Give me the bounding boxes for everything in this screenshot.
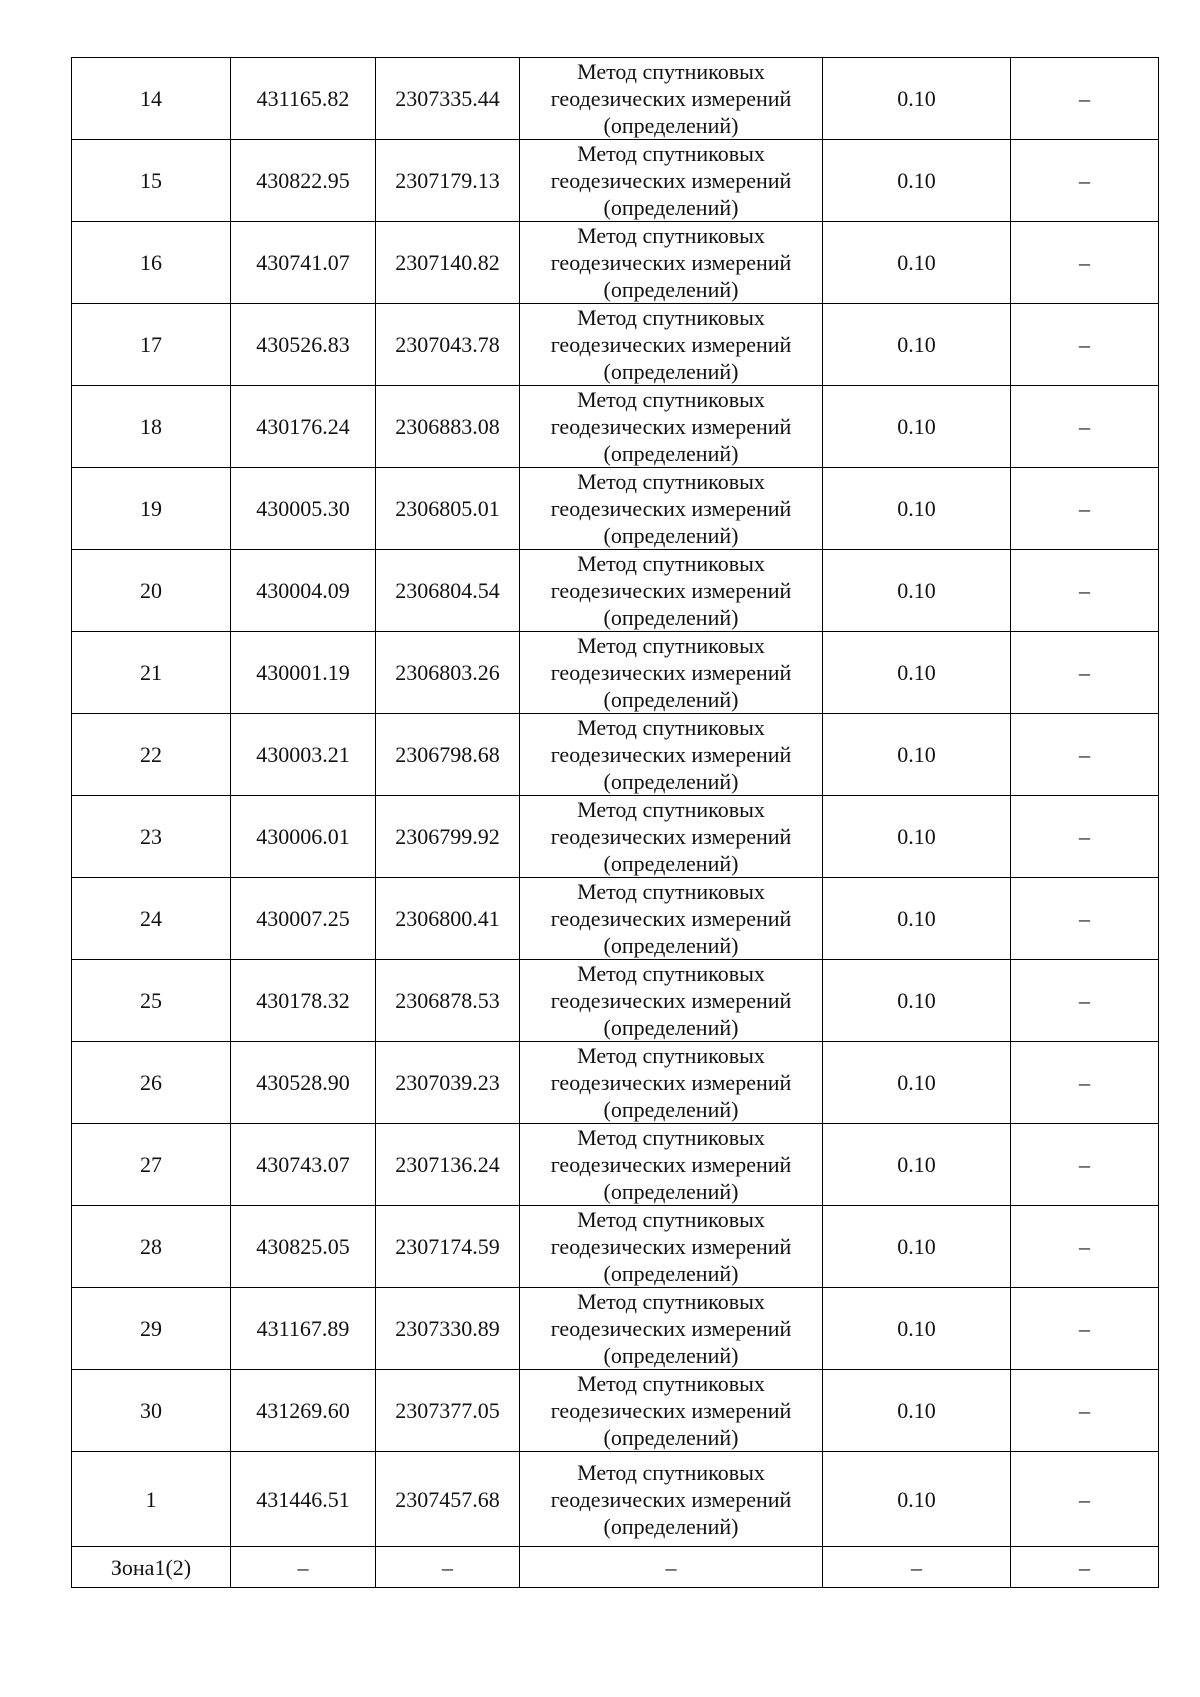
point-number-cell: 30 bbox=[72, 1370, 231, 1452]
method-text-line: геодезических измерений bbox=[550, 824, 792, 849]
method-text-line: геодезических измерений bbox=[550, 1486, 792, 1512]
accuracy-cell: 0.10 bbox=[823, 58, 1011, 140]
method-text-line: Метод спутниковых bbox=[577, 1125, 765, 1150]
method-cell bbox=[520, 468, 823, 550]
x-coordinate-cell: 430528.90 bbox=[231, 1042, 376, 1124]
y-coordinate-cell: 2306805.01 bbox=[376, 468, 520, 550]
table-summary-row bbox=[72, 1547, 1159, 1588]
x-coordinate-cell: 430743.07 bbox=[231, 1124, 376, 1206]
note-cell: – bbox=[1011, 1206, 1159, 1288]
method-text-line: (определений) bbox=[603, 359, 739, 384]
method-cell bbox=[520, 796, 823, 878]
point-number-cell: 26 bbox=[72, 1042, 231, 1124]
y-coordinate-cell: 2306803.26 bbox=[376, 632, 520, 714]
coordinates-table-body bbox=[72, 58, 1159, 1588]
accuracy-cell: 0.10 bbox=[823, 1206, 1011, 1288]
note-cell: – bbox=[1011, 550, 1159, 632]
x-coordinate-cell: 431167.89 bbox=[231, 1288, 376, 1370]
x-coordinate-cell: 431165.82 bbox=[231, 58, 376, 140]
method-text-line: (определений) bbox=[603, 769, 739, 794]
y-coordinate-cell: 2306804.54 bbox=[376, 550, 520, 632]
x-coordinate-cell: 430005.30 bbox=[231, 468, 376, 550]
method-text-line: (определений) bbox=[603, 1179, 739, 1204]
table-row bbox=[72, 222, 1159, 304]
method-cell bbox=[520, 550, 823, 632]
accuracy-cell: 0.10 bbox=[823, 1452, 1011, 1547]
method-text-line: (определений) bbox=[603, 687, 739, 712]
table-row bbox=[72, 796, 1159, 878]
table-row bbox=[72, 632, 1159, 714]
x-coordinate-cell: 431269.60 bbox=[231, 1370, 376, 1452]
method-text-line: геодезических измерений bbox=[550, 332, 792, 357]
method-text-line: геодезических измерений bbox=[550, 1316, 792, 1341]
point-number-cell: 24 bbox=[72, 878, 231, 960]
note-cell: – bbox=[1011, 304, 1159, 386]
point-number-cell: 28 bbox=[72, 1206, 231, 1288]
point-number-cell: 23 bbox=[72, 796, 231, 878]
table-row bbox=[72, 1288, 1159, 1370]
summary-x-cell: – bbox=[231, 1547, 376, 1588]
accuracy-cell: 0.10 bbox=[823, 550, 1011, 632]
method-text-line: Метод спутниковых bbox=[577, 551, 765, 576]
method-text-line: геодезических измерений bbox=[550, 1152, 792, 1177]
table-row bbox=[72, 1042, 1159, 1124]
method-text-line: (определений) bbox=[603, 1343, 739, 1368]
method-text-line: (определений) bbox=[603, 851, 739, 876]
accuracy-cell: 0.10 bbox=[823, 796, 1011, 878]
method-text-line: Метод спутниковых bbox=[577, 1043, 765, 1068]
accuracy-cell: 0.10 bbox=[823, 960, 1011, 1042]
method-text-line: Метод спутниковых bbox=[577, 387, 765, 412]
accuracy-cell: 0.10 bbox=[823, 1288, 1011, 1370]
method-text-line: геодезических измерений bbox=[550, 660, 792, 685]
accuracy-cell: 0.10 bbox=[823, 714, 1011, 796]
method-text-line: геодезических измерений bbox=[550, 1070, 792, 1095]
point-number-cell: 29 bbox=[72, 1288, 231, 1370]
point-number-cell: 15 bbox=[72, 140, 231, 222]
note-cell: – bbox=[1011, 1124, 1159, 1206]
point-number-cell: 1 bbox=[72, 1452, 231, 1547]
method-text-line: Метод спутниковых bbox=[577, 797, 765, 822]
y-coordinate-cell: 2307140.82 bbox=[376, 222, 520, 304]
method-cell bbox=[520, 1124, 823, 1206]
method-cell bbox=[520, 304, 823, 386]
x-coordinate-cell: 430825.05 bbox=[231, 1206, 376, 1288]
table-row bbox=[72, 878, 1159, 960]
method-text-line: (определений) bbox=[603, 195, 739, 220]
note-cell: – bbox=[1011, 960, 1159, 1042]
method-cell bbox=[520, 140, 823, 222]
point-number-cell: 22 bbox=[72, 714, 231, 796]
table-row bbox=[72, 140, 1159, 222]
accuracy-cell: 0.10 bbox=[823, 632, 1011, 714]
accuracy-cell: 0.10 bbox=[823, 140, 1011, 222]
method-text-line: Метод спутниковых bbox=[577, 305, 765, 330]
method-text-line: геодезических измерений bbox=[550, 988, 792, 1013]
method-cell bbox=[520, 632, 823, 714]
point-number-cell: 14 bbox=[72, 58, 231, 140]
table-row bbox=[72, 304, 1159, 386]
accuracy-cell: 0.10 bbox=[823, 1124, 1011, 1206]
note-cell: – bbox=[1011, 1452, 1159, 1547]
accuracy-cell: 0.10 bbox=[823, 386, 1011, 468]
method-text-line: (определений) bbox=[603, 933, 739, 958]
x-coordinate-cell: 430526.83 bbox=[231, 304, 376, 386]
note-cell: – bbox=[1011, 1042, 1159, 1124]
summary-y-cell: – bbox=[376, 1547, 520, 1588]
accuracy-cell: 0.10 bbox=[823, 468, 1011, 550]
y-coordinate-cell: 2307377.05 bbox=[376, 1370, 520, 1452]
y-coordinate-cell: 2307136.24 bbox=[376, 1124, 520, 1206]
note-cell: – bbox=[1011, 468, 1159, 550]
method-text-line: геодезических измерений bbox=[550, 1398, 792, 1423]
accuracy-cell: 0.10 bbox=[823, 304, 1011, 386]
note-cell: – bbox=[1011, 714, 1159, 796]
summary-note-cell: – bbox=[1011, 1547, 1159, 1588]
y-coordinate-cell: 2307335.44 bbox=[376, 58, 520, 140]
y-coordinate-cell: 2307330.89 bbox=[376, 1288, 520, 1370]
method-text-line: геодезических измерений bbox=[550, 578, 792, 603]
method-text-line: Метод спутниковых bbox=[577, 1371, 765, 1396]
x-coordinate-cell: 430822.95 bbox=[231, 140, 376, 222]
accuracy-cell: 0.10 bbox=[823, 1370, 1011, 1452]
method-text-line: Метод спутниковых bbox=[577, 59, 765, 84]
method-cell bbox=[520, 386, 823, 468]
method-text-line: Метод спутниковых bbox=[577, 141, 765, 166]
method-cell bbox=[520, 1288, 823, 1370]
method-cell bbox=[520, 1042, 823, 1124]
method-cell bbox=[520, 1452, 823, 1547]
y-coordinate-cell: 2306798.68 bbox=[376, 714, 520, 796]
method-text-line: геодезических измерений bbox=[550, 250, 792, 275]
note-cell: – bbox=[1011, 796, 1159, 878]
note-cell: – bbox=[1011, 1288, 1159, 1370]
method-text-line: (определений) bbox=[603, 1261, 739, 1286]
method-text-line: (определений) bbox=[603, 605, 739, 630]
method-text-line: (определений) bbox=[603, 1513, 739, 1539]
method-text-line: геодезических измерений bbox=[550, 906, 792, 931]
y-coordinate-cell: 2306878.53 bbox=[376, 960, 520, 1042]
table-row bbox=[72, 1452, 1159, 1547]
point-number-cell: 17 bbox=[72, 304, 231, 386]
y-coordinate-cell: 2306883.08 bbox=[376, 386, 520, 468]
y-coordinate-cell: 2307179.13 bbox=[376, 140, 520, 222]
method-cell bbox=[520, 222, 823, 304]
point-number-cell: 21 bbox=[72, 632, 231, 714]
method-text-line: (определений) bbox=[603, 113, 739, 138]
method-text-line: (определений) bbox=[603, 441, 739, 466]
x-coordinate-cell: 430176.24 bbox=[231, 386, 376, 468]
note-cell: – bbox=[1011, 878, 1159, 960]
table-row bbox=[72, 58, 1159, 140]
table-row bbox=[72, 1206, 1159, 1288]
summary-method-cell: – bbox=[520, 1547, 823, 1588]
method-text-line: (определений) bbox=[603, 523, 739, 548]
method-text-line: Метод спутниковых bbox=[577, 633, 765, 658]
method-text-line: геодезических измерений bbox=[550, 496, 792, 521]
table-row bbox=[72, 468, 1159, 550]
y-coordinate-cell: 2306799.92 bbox=[376, 796, 520, 878]
y-coordinate-cell: 2307039.23 bbox=[376, 1042, 520, 1124]
summary-accuracy-cell: – bbox=[823, 1547, 1011, 1588]
method-text-line: (определений) bbox=[603, 1425, 739, 1450]
method-text-line: геодезических измерений bbox=[550, 414, 792, 439]
point-number-cell: 16 bbox=[72, 222, 231, 304]
table-row bbox=[72, 386, 1159, 468]
method-text-line: Метод спутниковых bbox=[577, 1289, 765, 1314]
y-coordinate-cell: 2307457.68 bbox=[376, 1452, 520, 1547]
method-cell bbox=[520, 960, 823, 1042]
method-text-line: (определений) bbox=[603, 277, 739, 302]
method-text-line: (определений) bbox=[603, 1015, 739, 1040]
note-cell: – bbox=[1011, 386, 1159, 468]
table-row bbox=[72, 1124, 1159, 1206]
point-number-cell: 27 bbox=[72, 1124, 231, 1206]
x-coordinate-cell: 430741.07 bbox=[231, 222, 376, 304]
method-text-line: геодезических измерений bbox=[550, 1234, 792, 1259]
note-cell: – bbox=[1011, 1370, 1159, 1452]
method-cell bbox=[520, 1370, 823, 1452]
note-cell: – bbox=[1011, 632, 1159, 714]
point-number-cell: 18 bbox=[72, 386, 231, 468]
coordinates-table bbox=[71, 57, 1159, 1588]
method-text-line: Метод спутниковых bbox=[577, 879, 765, 904]
method-text-line: Метод спутниковых bbox=[577, 469, 765, 494]
method-text-line: Метод спутниковых bbox=[577, 1459, 765, 1485]
summary-label-cell: Зона1(2) bbox=[72, 1547, 231, 1588]
method-cell bbox=[520, 714, 823, 796]
x-coordinate-cell: 431446.51 bbox=[231, 1452, 376, 1547]
accuracy-cell: 0.10 bbox=[823, 1042, 1011, 1124]
note-cell: – bbox=[1011, 222, 1159, 304]
method-text-line: Метод спутниковых bbox=[577, 1207, 765, 1232]
y-coordinate-cell: 2307174.59 bbox=[376, 1206, 520, 1288]
method-text-line: (определений) bbox=[603, 1097, 739, 1122]
point-number-cell: 25 bbox=[72, 960, 231, 1042]
method-text-line: геодезических измерений bbox=[550, 86, 792, 111]
x-coordinate-cell: 430003.21 bbox=[231, 714, 376, 796]
method-text-line: Метод спутниковых bbox=[577, 961, 765, 986]
table-row bbox=[72, 714, 1159, 796]
method-cell bbox=[520, 1206, 823, 1288]
x-coordinate-cell: 430004.09 bbox=[231, 550, 376, 632]
x-coordinate-cell: 430006.01 bbox=[231, 796, 376, 878]
table-row bbox=[72, 550, 1159, 632]
note-cell: – bbox=[1011, 140, 1159, 222]
method-text-line: Метод спутниковых bbox=[577, 223, 765, 248]
table-row bbox=[72, 1370, 1159, 1452]
x-coordinate-cell: 430178.32 bbox=[231, 960, 376, 1042]
y-coordinate-cell: 2306800.41 bbox=[376, 878, 520, 960]
accuracy-cell: 0.10 bbox=[823, 878, 1011, 960]
y-coordinate-cell: 2307043.78 bbox=[376, 304, 520, 386]
accuracy-cell: 0.10 bbox=[823, 222, 1011, 304]
point-number-cell: 19 bbox=[72, 468, 231, 550]
x-coordinate-cell: 430007.25 bbox=[231, 878, 376, 960]
method-cell bbox=[520, 58, 823, 140]
point-number-cell: 20 bbox=[72, 550, 231, 632]
x-coordinate-cell: 430001.19 bbox=[231, 632, 376, 714]
method-text-line: Метод спутниковых bbox=[577, 715, 765, 740]
table-row bbox=[72, 960, 1159, 1042]
method-text-line: геодезических измерений bbox=[550, 742, 792, 767]
note-cell: – bbox=[1011, 58, 1159, 140]
method-text-line: геодезических измерений bbox=[550, 168, 792, 193]
method-cell bbox=[520, 878, 823, 960]
